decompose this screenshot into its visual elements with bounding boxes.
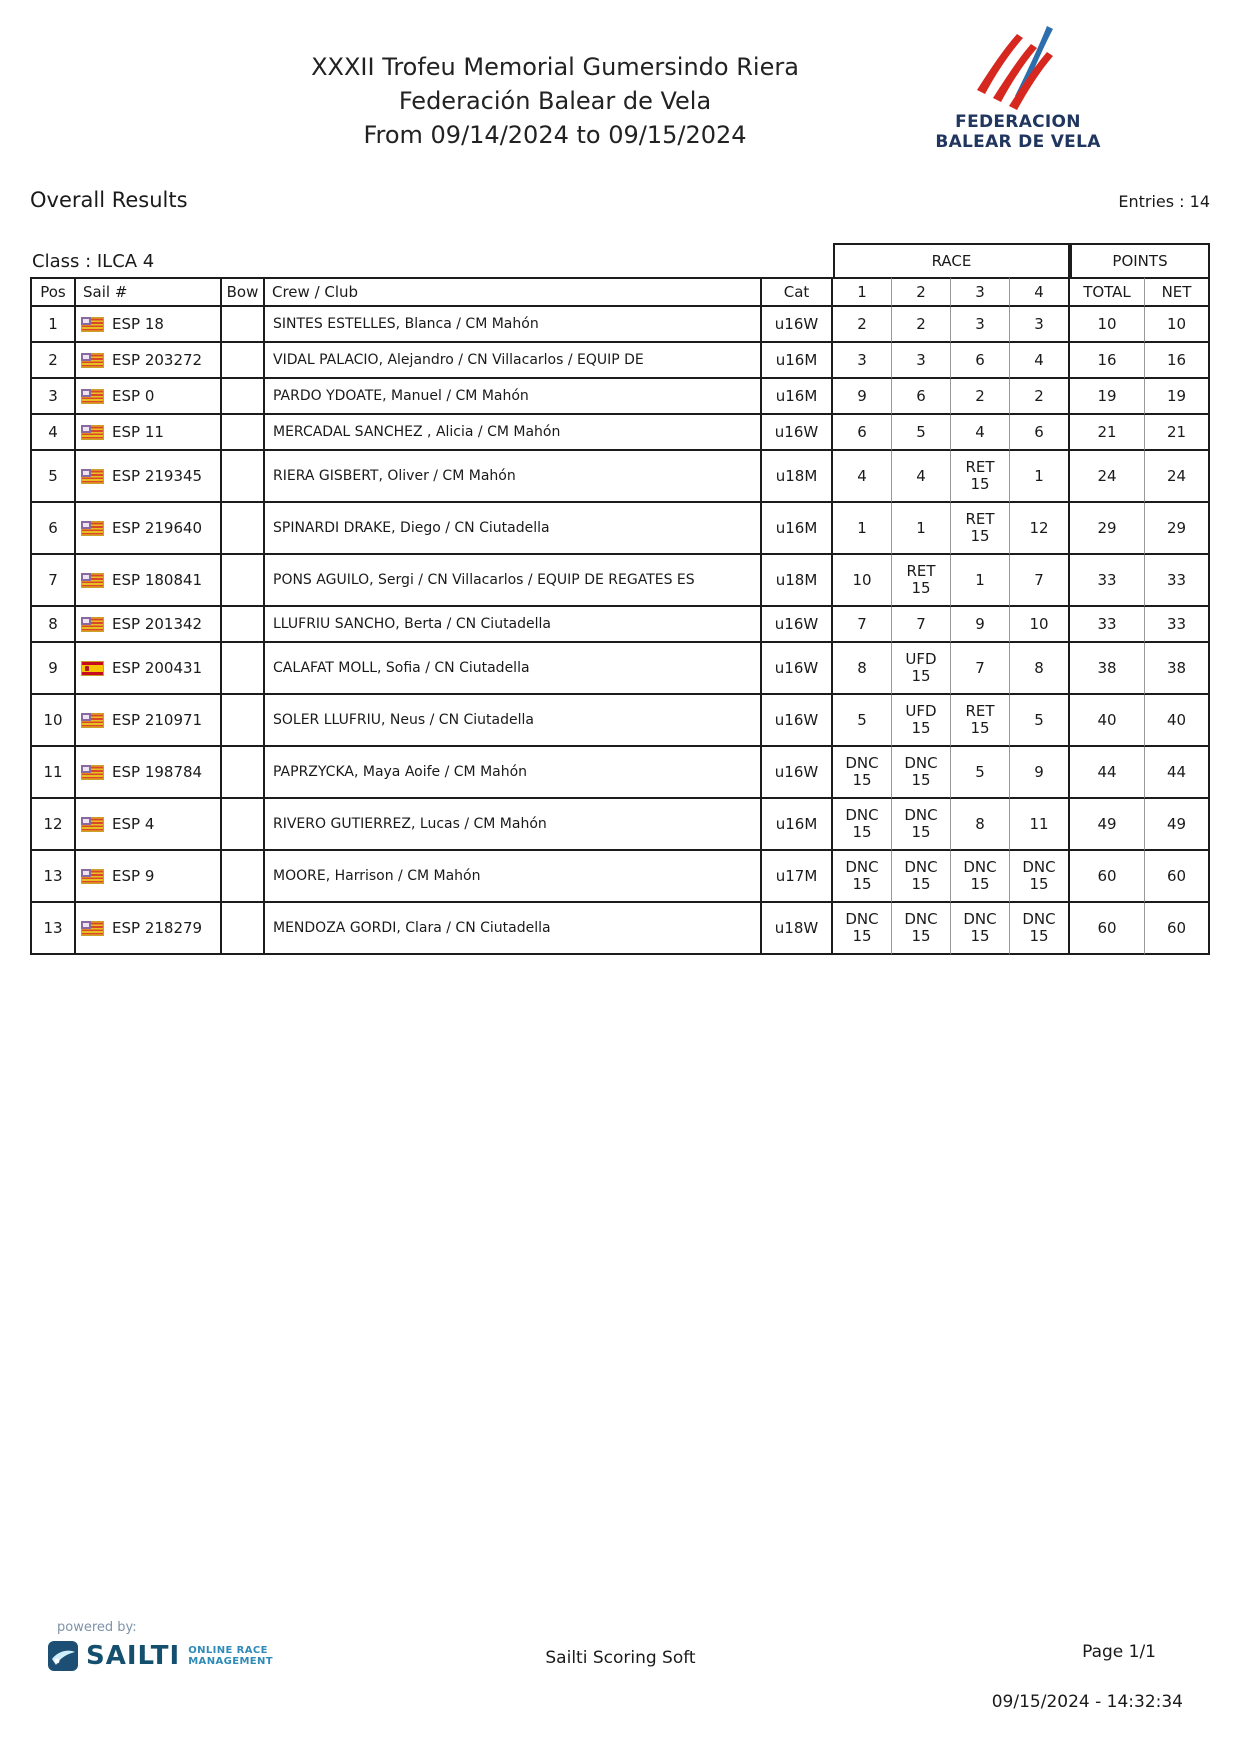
- sail-number: ESP 4: [112, 815, 155, 833]
- race2-score: 3: [892, 343, 951, 379]
- category-cell: u17M: [762, 851, 833, 903]
- net-score: 33: [1145, 607, 1210, 643]
- sail-cell: [76, 555, 222, 607]
- race4-score: 3: [1010, 307, 1070, 343]
- category-cell: u16W: [762, 695, 833, 747]
- column-header-sail: Sail #: [76, 277, 222, 307]
- net-score: 38: [1145, 643, 1210, 695]
- position-cell: 4: [30, 415, 76, 451]
- sail-number: ESP 11: [112, 423, 164, 441]
- total-score: 33: [1070, 555, 1145, 607]
- balearic-flag-icon: [81, 389, 104, 404]
- balearic-flag-icon: [81, 469, 104, 484]
- position-cell: 2: [30, 343, 76, 379]
- category-cell: u16W: [762, 415, 833, 451]
- race3-score: 3: [951, 307, 1010, 343]
- category-cell: u16W: [762, 747, 833, 799]
- net-score: 40: [1145, 695, 1210, 747]
- bow-cell: [222, 503, 265, 555]
- position-cell: 3: [30, 379, 76, 415]
- category-cell: u16M: [762, 379, 833, 415]
- race1-score: DNC 15: [833, 851, 892, 903]
- position-cell: 13: [30, 903, 76, 955]
- bow-cell: [222, 643, 265, 695]
- race1-score: 7: [833, 607, 892, 643]
- sail-number: ESP 198784: [112, 763, 203, 781]
- crew-club-cell: SOLER LLUFRIU, Neus / CN Ciutadella: [265, 695, 762, 747]
- position-cell: 6: [30, 503, 76, 555]
- print-timestamp: 09/15/2024 - 14:32:34: [991, 1692, 1183, 1712]
- category-cell: u16M: [762, 343, 833, 379]
- event-title: XXXII Trofeu Memorial Gumersindo Riera: [311, 53, 799, 81]
- race1-score: 3: [833, 343, 892, 379]
- bow-cell: [222, 415, 265, 451]
- net-score: 24: [1145, 451, 1210, 503]
- race4-score: 4: [1010, 343, 1070, 379]
- sail-cell: [76, 643, 222, 695]
- sail-cell: [76, 415, 222, 451]
- bow-cell: [222, 343, 265, 379]
- race1-score: 4: [833, 451, 892, 503]
- race2-score: UFD 15: [892, 695, 951, 747]
- race2-score: DNC 15: [892, 903, 951, 955]
- crew-club-cell: CALAFAT MOLL, Sofia / CN Ciutadella: [265, 643, 762, 695]
- position-cell: 13: [30, 851, 76, 903]
- sail-cell: [76, 799, 222, 851]
- race3-score: RET 15: [951, 695, 1010, 747]
- sail-cell: [76, 903, 222, 955]
- race2-score: DNC 15: [892, 747, 951, 799]
- section-heading-row: [30, 188, 1210, 212]
- total-score: 38: [1070, 643, 1145, 695]
- crew-club-cell: RIVERO GUTIERREZ, Lucas / CM Mahón: [265, 799, 762, 851]
- race1-score: 5: [833, 695, 892, 747]
- sail-number: ESP 201342: [112, 615, 203, 633]
- net-score: 49: [1145, 799, 1210, 851]
- sail-number: ESP 200431: [112, 659, 203, 677]
- total-score: 49: [1070, 799, 1145, 851]
- sail-cell: [76, 695, 222, 747]
- race4-score: 8: [1010, 643, 1070, 695]
- race2-score: 6: [892, 379, 951, 415]
- crew-club-cell: PARDO YDOATE, Manuel / CM Mahón: [265, 379, 762, 415]
- event-organizer: Federación Balear de Vela: [398, 87, 712, 115]
- race1-score: DNC 15: [833, 903, 892, 955]
- total-score: 33: [1070, 607, 1145, 643]
- position-cell: 8: [30, 607, 76, 643]
- page-number: Page 1/1: [1082, 1642, 1156, 1662]
- race1-score: 1: [833, 503, 892, 555]
- total-score: 40: [1070, 695, 1145, 747]
- race4-score: 6: [1010, 415, 1070, 451]
- sail-cell: [76, 307, 222, 343]
- bow-cell: [222, 747, 265, 799]
- column-header-race4: 4: [1010, 277, 1070, 307]
- race2-score: 5: [892, 415, 951, 451]
- sail-number: ESP 219345: [112, 467, 203, 485]
- race4-score: 11: [1010, 799, 1070, 851]
- race4-score: DNC 15: [1010, 851, 1070, 903]
- entries-count: Entries : 14: [1118, 192, 1210, 211]
- sail-number: ESP 210971: [112, 711, 203, 729]
- race2-score: 4: [892, 451, 951, 503]
- crew-club-cell: VIDAL PALACIO, Alejandro / CN Villacarlos / EQUIP DE: [265, 343, 762, 379]
- total-score: 10: [1070, 307, 1145, 343]
- race4-score: 9: [1010, 747, 1070, 799]
- sail-number: ESP 180841: [112, 571, 203, 589]
- total-score: 60: [1070, 903, 1145, 955]
- column-header-bow: Bow: [222, 277, 265, 307]
- race1-score: 6: [833, 415, 892, 451]
- category-cell: u16W: [762, 307, 833, 343]
- total-score: 21: [1070, 415, 1145, 451]
- bow-cell: [222, 307, 265, 343]
- race2-score: DNC 15: [892, 851, 951, 903]
- federation-name-line1: FEDERACION: [955, 112, 1081, 132]
- race3-score: 5: [951, 747, 1010, 799]
- race1-score: DNC 15: [833, 747, 892, 799]
- sail-cell: [76, 379, 222, 415]
- column-header-pos: Pos: [30, 277, 76, 307]
- position-cell: 5: [30, 451, 76, 503]
- category-cell: u16W: [762, 607, 833, 643]
- sail-cell: [76, 503, 222, 555]
- class-label: Class : ILCA 4: [30, 243, 833, 277]
- sail-number: ESP 219640: [112, 519, 203, 537]
- bow-cell: [222, 695, 265, 747]
- bow-cell: [222, 607, 265, 643]
- section-title: Overall Results: [30, 188, 188, 212]
- race4-score: 10: [1010, 607, 1070, 643]
- position-cell: 11: [30, 747, 76, 799]
- sail-number: ESP 203272: [112, 351, 203, 369]
- race3-score: 4: [951, 415, 1010, 451]
- sail-number: ESP 0: [112, 387, 155, 405]
- sail-cell: [76, 451, 222, 503]
- crew-club-cell: SPINARDI DRAKE, Diego / CN Ciutadella: [265, 503, 762, 555]
- race3-score: 8: [951, 799, 1010, 851]
- category-cell: u16W: [762, 643, 833, 695]
- net-score: 21: [1145, 415, 1210, 451]
- column-header-cat: Cat: [762, 277, 833, 307]
- balearic-flag-icon: [81, 617, 104, 632]
- race3-score: DNC 15: [951, 851, 1010, 903]
- balearic-flag-icon: [81, 869, 104, 884]
- race3-score: RET 15: [951, 451, 1010, 503]
- total-score: 19: [1070, 379, 1145, 415]
- crew-club-cell: LLUFRIU SANCHO, Berta / CN Ciutadella: [265, 607, 762, 643]
- race3-score: 2: [951, 379, 1010, 415]
- sail-cell: [76, 607, 222, 643]
- sail-number: ESP 18: [112, 315, 164, 333]
- sail-number: ESP 218279: [112, 919, 203, 937]
- race2-score: 7: [892, 607, 951, 643]
- race3-score: DNC 15: [951, 903, 1010, 955]
- column-header-net: NET: [1145, 277, 1210, 307]
- column-header-total: TOTAL: [1070, 277, 1145, 307]
- balearic-flag-icon: [81, 425, 104, 440]
- sailti-wordmark: SAILTI: [86, 1641, 181, 1671]
- race4-score: 5: [1010, 695, 1070, 747]
- balearic-flag-icon: [81, 521, 104, 536]
- balearic-flag-icon: [81, 573, 104, 588]
- balearic-flag-icon: [81, 817, 104, 832]
- race4-score: 12: [1010, 503, 1070, 555]
- race3-score: 6: [951, 343, 1010, 379]
- race2-score: RET 15: [892, 555, 951, 607]
- net-score: 29: [1145, 503, 1210, 555]
- scoring-soft-label: Sailti Scoring Soft: [545, 1648, 696, 1668]
- sail-number: ESP 9: [112, 867, 155, 885]
- bow-cell: [222, 555, 265, 607]
- sailti-tagline: ONLINE RACE MANAGEMENT: [188, 1645, 274, 1667]
- column-header-race2: 2: [892, 277, 951, 307]
- balearic-flag-icon: [81, 713, 104, 728]
- crew-club-cell: MOORE, Harrison / CM Mahón: [265, 851, 762, 903]
- net-score: 19: [1145, 379, 1210, 415]
- crew-club-cell: PONS AGUILO, Sergi / CN Villacarlos / EQUIP DE REGATES ES: [265, 555, 762, 607]
- category-cell: u16M: [762, 799, 833, 851]
- column-header-crew: Crew / Club: [265, 277, 762, 307]
- crew-club-cell: RIERA GISBERT, Oliver / CM Mahón: [265, 451, 762, 503]
- race1-score: 9: [833, 379, 892, 415]
- position-cell: 10: [30, 695, 76, 747]
- race2-score: DNC 15: [892, 799, 951, 851]
- sail-cell: [76, 851, 222, 903]
- net-score: 16: [1145, 343, 1210, 379]
- position-cell: 12: [30, 799, 76, 851]
- bow-cell: [222, 799, 265, 851]
- race1-score: 10: [833, 555, 892, 607]
- race3-score: RET 15: [951, 503, 1010, 555]
- category-cell: u18M: [762, 451, 833, 503]
- crew-club-cell: MENDOZA GORDI, Clara / CN Ciutadella: [265, 903, 762, 955]
- total-score: 29: [1070, 503, 1145, 555]
- net-score: 10: [1145, 307, 1210, 343]
- race2-score: 2: [892, 307, 951, 343]
- crew-club-cell: MERCADAL SANCHEZ , Alicia / CM Mahón: [265, 415, 762, 451]
- sail-cell: [76, 343, 222, 379]
- bow-cell: [222, 451, 265, 503]
- race2-score: UFD 15: [892, 643, 951, 695]
- net-score: 44: [1145, 747, 1210, 799]
- column-header-race1: 1: [833, 277, 892, 307]
- category-cell: u16M: [762, 503, 833, 555]
- race1-score: 2: [833, 307, 892, 343]
- category-cell: u18W: [762, 903, 833, 955]
- race2-score: 1: [892, 503, 951, 555]
- race3-score: 9: [951, 607, 1010, 643]
- total-score: 24: [1070, 451, 1145, 503]
- spain-flag-icon: [81, 661, 104, 676]
- balearic-flag-icon: [81, 765, 104, 780]
- balearic-flag-icon: [81, 353, 104, 368]
- net-score: 60: [1145, 851, 1210, 903]
- net-score: 60: [1145, 903, 1210, 955]
- points-group-header: POINTS: [1070, 243, 1210, 277]
- total-score: 44: [1070, 747, 1145, 799]
- balearic-flag-icon: [81, 921, 104, 936]
- federation-name-line2: BALEAR DE VELA: [935, 132, 1101, 152]
- race-group-header: RACE: [833, 243, 1070, 277]
- total-score: 16: [1070, 343, 1145, 379]
- crew-club-cell: PAPRZYCKA, Maya Aoife / CM Mahón: [265, 747, 762, 799]
- total-score: 60: [1070, 851, 1145, 903]
- bow-cell: [222, 903, 265, 955]
- position-cell: 9: [30, 643, 76, 695]
- race1-score: 8: [833, 643, 892, 695]
- race3-score: 1: [951, 555, 1010, 607]
- results-table: [30, 243, 1210, 955]
- balearic-flag-icon: [81, 317, 104, 332]
- bow-cell: [222, 851, 265, 903]
- race3-score: 7: [951, 643, 1010, 695]
- federation-sails-icon: [963, 24, 1073, 112]
- net-score: 33: [1145, 555, 1210, 607]
- race1-score: DNC 15: [833, 799, 892, 851]
- race4-score: 2: [1010, 379, 1070, 415]
- race4-score: DNC 15: [1010, 903, 1070, 955]
- race4-score: 7: [1010, 555, 1070, 607]
- category-cell: u18M: [762, 555, 833, 607]
- position-cell: 7: [30, 555, 76, 607]
- column-header-race3: 3: [951, 277, 1010, 307]
- federation-logo: [898, 24, 1138, 152]
- sail-cell: [76, 747, 222, 799]
- bow-cell: [222, 379, 265, 415]
- race4-score: 1: [1010, 451, 1070, 503]
- position-cell: 1: [30, 307, 76, 343]
- event-dates: From 09/14/2024 to 09/15/2024: [363, 121, 747, 149]
- crew-club-cell: SINTES ESTELLES, Blanca / CM Mahón: [265, 307, 762, 343]
- powered-by-label: powered by:: [57, 1620, 137, 1635]
